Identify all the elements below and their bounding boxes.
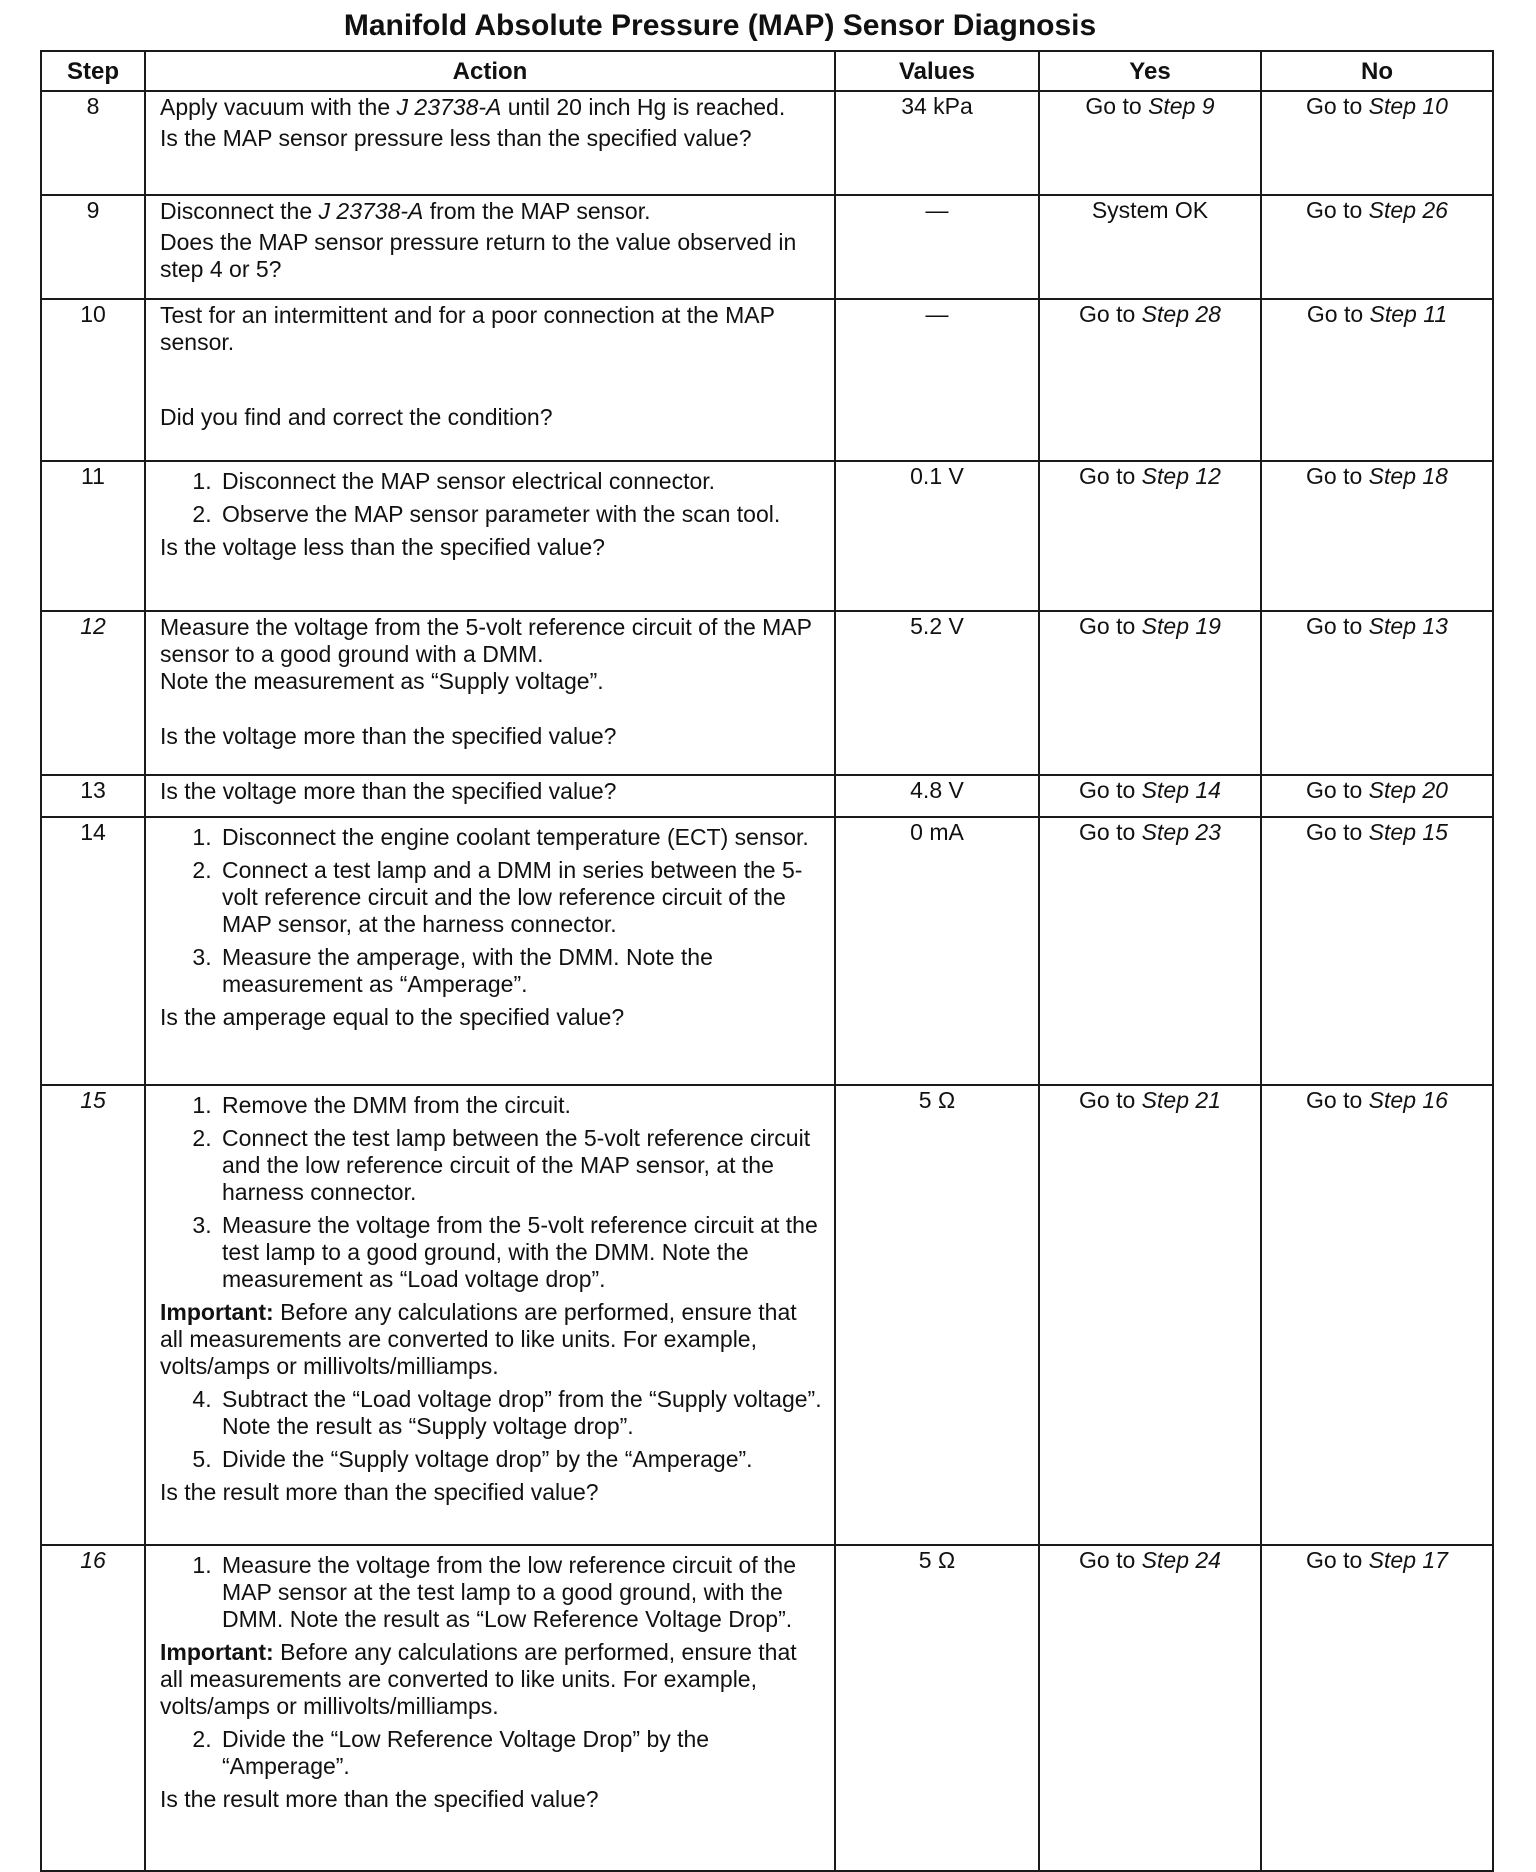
- value-cell: 0 mA: [835, 817, 1039, 1085]
- tool-reference: J 23738-A: [318, 198, 424, 224]
- action-text: Note the measurement as “Supply voltage”.: [160, 668, 604, 694]
- action-steps: [160, 1386, 826, 1473]
- action-cell: [145, 611, 835, 775]
- action-text: Measure the voltage from the 5-volt reference circuit of the MAP sensor to a good ground with a DMM.: [160, 614, 812, 667]
- action-steps: [160, 468, 826, 528]
- yes-step-link[interactable]: Step 19: [1141, 613, 1221, 639]
- list-item: 4. Subtract the “Load voltage drop” from the “Supply voltage”. Note the result as “Supply voltage drop”.: [218, 1386, 826, 1440]
- value-cell: —: [835, 195, 1039, 299]
- action-question: Did you find and correct the condition?: [160, 404, 553, 430]
- list-item: 3. Measure the amperage, with the DMM. Note the measurement as “Amperage”.: [218, 944, 826, 998]
- page-title: Manifold Absolute Pressure (MAP) Sensor Diagnosis: [343, 9, 1097, 42]
- no-step-link[interactable]: Step 15: [1368, 819, 1448, 845]
- step-number: 16: [41, 1545, 145, 1871]
- table-row: [41, 817, 1493, 1085]
- action-steps: [160, 1552, 826, 1633]
- no-cell: Go to Step 17: [1261, 1545, 1493, 1871]
- header-action: Action: [145, 51, 835, 91]
- action-cell: [145, 195, 835, 299]
- step-number: 9: [41, 195, 145, 299]
- important-label: Important:: [160, 1639, 274, 1665]
- action-steps: [160, 824, 826, 998]
- table-row: [41, 1545, 1493, 1871]
- no-step-link[interactable]: Step 17: [1368, 1547, 1448, 1573]
- value-cell: 5.2 V: [835, 611, 1039, 775]
- table-row: [41, 775, 1493, 817]
- no-cell: Go to Step 10: [1261, 91, 1493, 195]
- table-row: [41, 195, 1493, 299]
- header-no: No: [1261, 51, 1493, 91]
- yes-step-link[interactable]: Step 24: [1141, 1547, 1221, 1573]
- value-cell: 5 Ω: [835, 1545, 1039, 1871]
- no-cell: Go to Step 15: [1261, 817, 1493, 1085]
- action-question: Is the voltage less than the specified value?: [160, 534, 605, 560]
- tool-reference: J 23738-A: [396, 94, 502, 120]
- yes-step-link[interactable]: Step 21: [1141, 1087, 1221, 1113]
- header-step: Step: [41, 51, 145, 91]
- table-row: [41, 91, 1493, 195]
- action-question: Is the voltage more than the specified value?: [160, 778, 617, 804]
- yes-cell: Go to Step 14: [1039, 775, 1261, 817]
- action-question: Is the voltage more than the specified value?: [160, 723, 617, 749]
- yes-step-link[interactable]: Step 23: [1141, 819, 1221, 845]
- list-item: 1. Remove the DMM from the circuit.: [218, 1092, 826, 1119]
- no-step-link[interactable]: Step 20: [1368, 777, 1448, 803]
- yes-cell: Go to Step 28: [1039, 299, 1261, 461]
- no-cell: Go to Step 11: [1261, 299, 1493, 461]
- diagnosis-table: [40, 50, 1494, 1872]
- no-step-link[interactable]: Step 26: [1368, 197, 1448, 223]
- step-number: 14: [41, 817, 145, 1085]
- value-cell: 34 kPa: [835, 91, 1039, 195]
- action-cell: [145, 299, 835, 461]
- no-step-link[interactable]: Step 16: [1368, 1087, 1448, 1113]
- table-header-row: [41, 51, 1493, 91]
- no-cell: Go to Step 16: [1261, 1085, 1493, 1545]
- list-item: 2. Divide the “Low Reference Voltage Drop” by the “Amperage”.: [218, 1726, 826, 1780]
- yes-cell: Go to Step 19: [1039, 611, 1261, 775]
- action-cell: [145, 817, 835, 1085]
- action-text: Apply vacuum with the J 23738-A until 20 inch Hg is reached.: [160, 94, 786, 120]
- step-number: 12: [41, 611, 145, 775]
- list-item: 3. Measure the voltage from the 5-volt reference circuit at the test lamp to a good ground, with the DMM. Note the measurement as “Load voltage drop”.: [218, 1212, 826, 1293]
- step-number: 8: [41, 91, 145, 195]
- table-row: [41, 1085, 1493, 1545]
- action-steps: [160, 1726, 826, 1780]
- value-cell: 4.8 V: [835, 775, 1039, 817]
- no-cell: Go to Step 20: [1261, 775, 1493, 817]
- header-values: Values: [835, 51, 1039, 91]
- no-cell: Go to Step 26: [1261, 195, 1493, 299]
- action-text: Test for an intermittent and for a poor connection at the MAP sensor.: [160, 302, 775, 355]
- action-cell: [145, 91, 835, 195]
- value-cell: 0.1 V: [835, 461, 1039, 611]
- list-item: 2. Connect a test lamp and a DMM in series between the 5-volt reference circuit and the low reference circuit of the MAP sensor, at the harness connector.: [218, 857, 826, 938]
- action-cell: [145, 461, 835, 611]
- important-label: Important:: [160, 1299, 274, 1325]
- yes-cell: Go to Step 9: [1039, 91, 1261, 195]
- no-step-link[interactable]: Step 13: [1368, 613, 1448, 639]
- list-item: 2. Observe the MAP sensor parameter with the scan tool.: [218, 501, 826, 528]
- list-item: 1. Measure the voltage from the low reference circuit of the MAP sensor at the test lamp to a good ground, with the DMM. Note the result as “Low Reference Voltage Drop”.: [218, 1552, 826, 1633]
- list-item: 1. Disconnect the MAP sensor electrical connector.: [218, 468, 826, 495]
- list-item: 1. Disconnect the engine coolant temperature (ECT) sensor.: [218, 824, 826, 851]
- yes-cell: Go to Step 21: [1039, 1085, 1261, 1545]
- no-cell: Go to Step 18: [1261, 461, 1493, 611]
- action-cell: [145, 775, 835, 817]
- table-row: [41, 299, 1493, 461]
- table-row: [41, 611, 1493, 775]
- no-step-link[interactable]: Step 18: [1368, 463, 1448, 489]
- no-step-link[interactable]: Step 10: [1368, 93, 1448, 119]
- yes-step-link[interactable]: Step 12: [1141, 463, 1221, 489]
- header-yes: Yes: [1039, 51, 1261, 91]
- yes-cell: System OK: [1039, 195, 1261, 299]
- important-note: Important: Before any calculations are performed, ensure that all measurements are converted to like units. For example, volts/amps or millivolts/milliamps.: [160, 1299, 797, 1379]
- action-steps: [160, 1092, 826, 1293]
- yes-step-link[interactable]: Step 14: [1141, 777, 1221, 803]
- action-question: Is the result more than the specified value?: [160, 1786, 599, 1812]
- yes-step-link[interactable]: Step 28: [1141, 301, 1221, 327]
- important-note: Important: Before any calculations are performed, ensure that all measurements are converted to like units. For example, volts/amps or millivolts/milliamps.: [160, 1639, 797, 1719]
- no-step-link[interactable]: Step 11: [1369, 301, 1448, 327]
- action-question: Does the MAP sensor pressure return to the value observed in step 4 or 5?: [160, 229, 797, 282]
- list-item: 5. Divide the “Supply voltage drop” by the “Amperage”.: [218, 1446, 826, 1473]
- table-row: [41, 461, 1493, 611]
- action-text: Disconnect the J 23738-A from the MAP sensor.: [160, 198, 651, 224]
- list-item: 2. Connect the test lamp between the 5-volt reference circuit and the low reference circuit of the MAP sensor, at the harness connector.: [218, 1125, 826, 1206]
- yes-cell: Go to Step 12: [1039, 461, 1261, 611]
- value-cell: 5 Ω: [835, 1085, 1039, 1545]
- value-cell: —: [835, 299, 1039, 461]
- step-number: 11: [41, 461, 145, 611]
- action-cell: [145, 1085, 835, 1545]
- yes-cell: Go to Step 24: [1039, 1545, 1261, 1871]
- action-cell: [145, 1545, 835, 1871]
- yes-cell: Go to Step 23: [1039, 817, 1261, 1085]
- action-question: Is the amperage equal to the specified value?: [160, 1004, 625, 1030]
- no-cell: Go to Step 13: [1261, 611, 1493, 775]
- action-question: Is the result more than the specified value?: [160, 1479, 599, 1505]
- action-question: Is the MAP sensor pressure less than the specified value?: [160, 125, 752, 151]
- step-number: 13: [41, 775, 145, 817]
- step-number: 15: [41, 1085, 145, 1545]
- yes-step-link[interactable]: Step 9: [1148, 93, 1215, 119]
- step-number: 10: [41, 299, 145, 461]
